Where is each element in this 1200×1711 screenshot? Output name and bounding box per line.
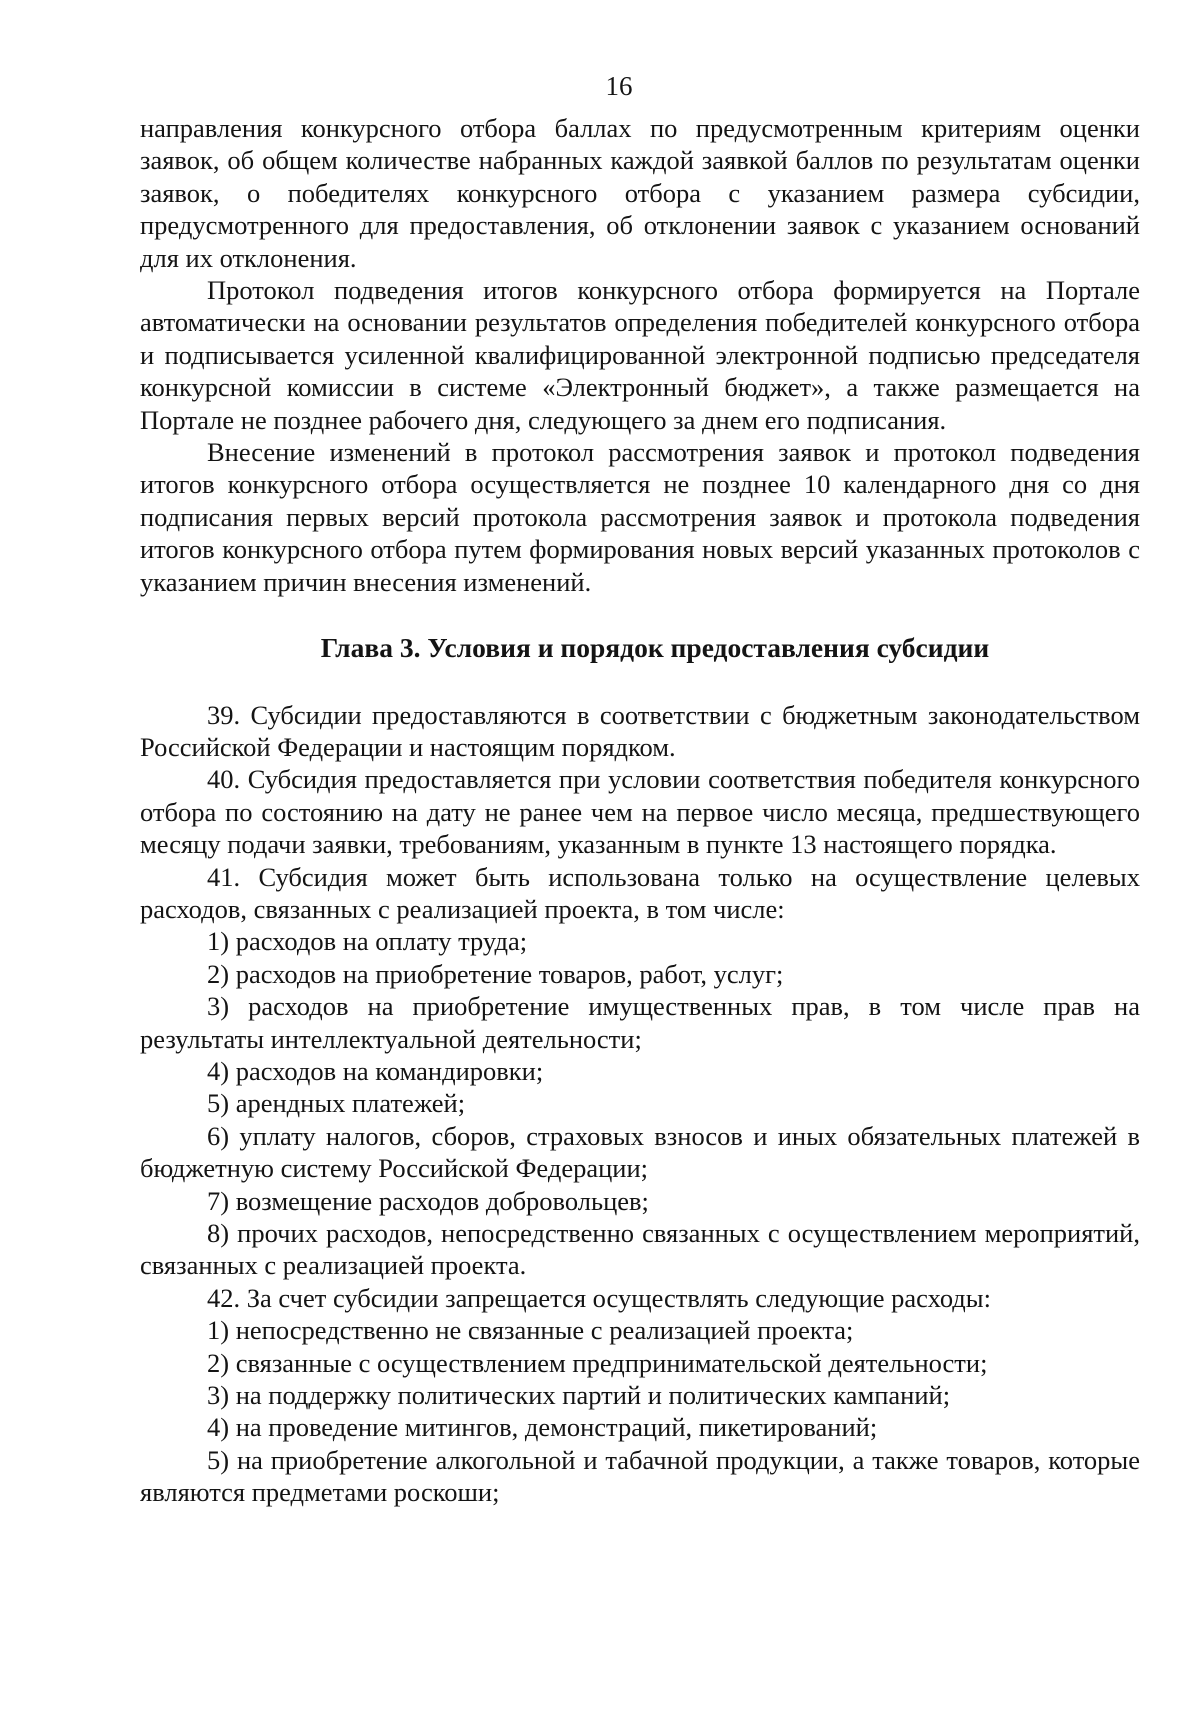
clause-40: 40. Субсидия предоставляется при условии соответствия победителя конкурсного отбора по состоянию на дату не ранее чем на первое число месяца, предшествующего месяцу подачи заявки, требованиям, указанным в пункте 13 настоящего порядка. (140, 764, 1140, 860)
clause-42-item-1: 1) непосредственно не связанные с реализацией проекта; (207, 1315, 854, 1346)
clause-42-item-5: 5) на приобретение алкогольной и табачной продукции, а также товаров, которые являются предметами роскоши; (140, 1444, 1140, 1508)
paragraph-protocol-summary: Протокол подведения итогов конкурсного отбора формируется на Портале автоматически на основании результатов определения победителей конкурсного отбора и подписывается усиленной квалифицированной электронной подписью председателя конкурсной комиссии в системе «Электронный бюджет», а также размещается на Портале не позднее рабочего дня, следующего за днем его подписания. (140, 275, 1140, 435)
spacer (140, 598, 1140, 632)
clause-41-item-5: 5) арендных платежей; (207, 1088, 466, 1119)
spacer (140, 665, 1140, 699)
clause-41-item-8: 8) прочих расходов, непосредственно связанных с осуществлением мероприятий, связанных с реализацией проекта. (140, 1218, 1140, 1281)
clause-41-item-7: 7) возмещение расходов добровольцев; (207, 1185, 649, 1216)
clause-42-item-3: 3) на поддержку политических партий и политических кампаний; (207, 1380, 951, 1411)
page-number: 16 (605, 71, 633, 101)
clause-39: 39. Субсидии предоставляются в соответствии с бюджетным законодательством Российской Федерации и настоящим порядком. (140, 699, 1140, 762)
chapter-heading: Глава 3. Условия и порядок предоставления субсидии (320, 632, 990, 664)
paragraph-continuation: направления конкурсного отбора баллах по предусмотренным критериям оценки заявок, об общем количестве набранных каждой заявкой баллов по результатам оценки заявок, о победителях конкурсного отбора с указанием размера субсидии, предусмотренного для предоставления, об отклонении заявок с указанием оснований для их отклонения. (140, 113, 1140, 273)
clause-42-item-4: 4) на проведение митингов, демонстраций, пикетирований; (207, 1412, 878, 1443)
clause-41-item-3: 3) расходов на приобретение имущественных прав, в том числе прав на результаты интеллектуальной деятельности; (140, 991, 1140, 1054)
clause-41-item-1: 1) расходов на оплату труда; (207, 926, 528, 957)
document-body (140, 112, 1140, 1509)
clause-41-item-6: 6) уплату налогов, сборов, страховых взносов и иных обязательных платежей в бюджетную систему Российской Федерации; (140, 1120, 1140, 1184)
clause-42: 42. За счет субсидии запрещается осуществлять следующие расходы: (207, 1282, 991, 1313)
paragraph-protocol-changes: Внесение изменений в протокол рассмотрения заявок и протокол подведения итогов конкурсного отбора осуществляется не позднее 10 календарного дня со дня подписания первых версий протокола рассмотрения заявок и протокола подведения итогов конкурсного отбора путем формирования новых версий указанных протоколов с указанием причин внесения изменений. (140, 437, 1140, 597)
clause-41-item-4: 4) расходов на командировки; (207, 1055, 544, 1086)
clause-41: 41. Субсидия может быть использована только на осуществление целевых расходов, связанных с реализацией проекта, в том числе: (140, 861, 1140, 924)
clause-41-item-2: 2) расходов на приобретение товаров, работ, услуг; (207, 958, 784, 989)
clause-42-item-2: 2) связанные с осуществлением предпринимательской деятельности; (207, 1347, 988, 1378)
